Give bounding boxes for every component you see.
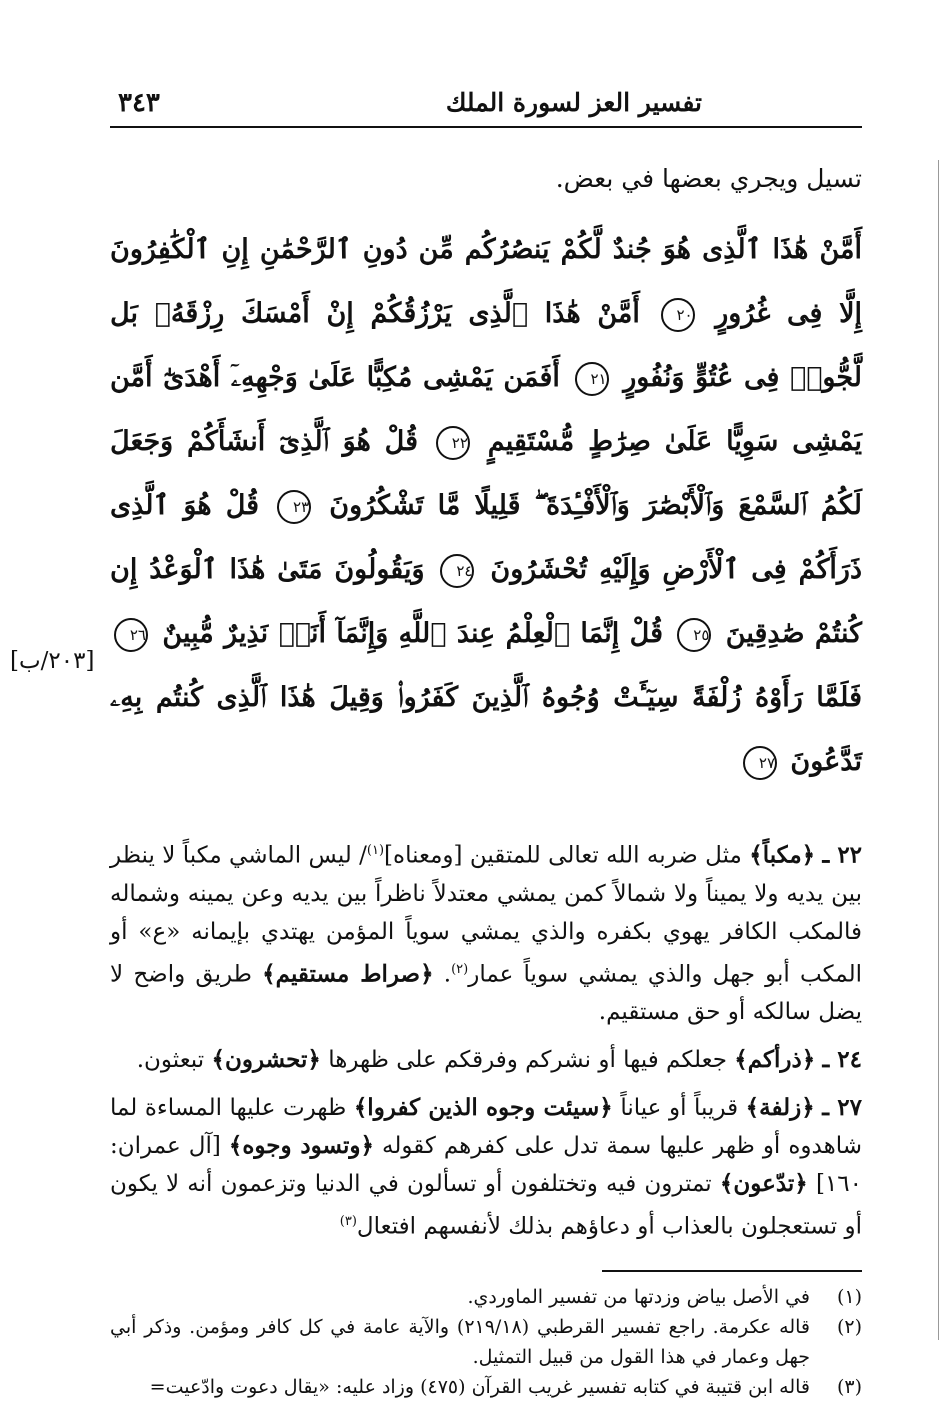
note-text: جعلكم فيها أو نشركم وفرقكم على ظهرها [328,1047,727,1074]
footnotes [110,1282,862,1402]
quoted-term: ﴿تحشرون﴾ [211,1046,321,1074]
footnote-ref: (١) [366,843,385,858]
ayah-number-marker: ٢١ [575,362,609,396]
note-text: تمترون فيه وتختلفون أو تسألون في الدنيا وتزعمون أنه لا يكون أو تستعجلون بالعذاب أو دعاؤهم بذلك لأنفسهم افتعال [110,1171,862,1240]
intro-line: تسيل ويجري بعضها في بعض. [555,164,862,193]
verse-text: قُلْ هُوَ ٱلَّذِىٓ أَنشَأَكُمْ وَجَعَلَ لَكُمُ ٱلسَّمْعَ وَٱلْأَبْصَٰرَ وَٱلْأَفْـِٔدَةَ ۖ قَلِيلًا مَّا تَشْكُرُونَ [110,426,863,521]
commentary-note-27 [110,1089,862,1246]
running-header [110,80,862,128]
ayah-number-marker: ٢٤ [440,554,474,588]
commentary [110,832,862,1246]
footnote-number: (٢) [836,1315,862,1338]
ayah-number-marker: ٢٣ [277,490,311,524]
quoted-term: ﴿زلفة﴾ [745,1094,815,1122]
quran-verses [110,218,862,794]
verse-text: فَلَمَّا رَأَوْهُ زُلْفَةً سِيٓـَٔتْ وُجُوهُ ٱلَّذِينَ كَفَرُوا۟ وَقِيلَ هَٰذَا ٱلَّذِى كُنتُم بِهِۦ تَدَّعُونَ [110,682,862,777]
ayah-number-marker: ٢٠ [661,298,695,332]
running-title: تفسير العز لسورة الملك [445,88,702,117]
note-number: ٢٢ ـ [822,841,863,869]
ayah-number-marker: ٢٢ [436,426,470,460]
ayah-number-marker: ٢٧ [743,746,777,780]
footnote-text: قاله ابن قتيبة في كتابه تفسير غريب القرآن (٤٧٥) وزاد عليه: «يقال دعوت وادّعيت= [149,1375,810,1398]
page-edge-rule [938,160,939,1340]
footnote [110,1372,862,1402]
note-text: تبعثون. [136,1047,205,1074]
note-text: قريباً أو عياناً [620,1095,739,1122]
note-number: ٢٤ ـ [822,1046,862,1074]
footnote [110,1282,862,1312]
verse-text: أَفَمَن يَمْشِى مُكِبًّا عَلَىٰ وَجْهِهِۦٓ أَهْدَىٰٓ أَمَّن يَمْشِى سَوِيًّا عَلَىٰ صِرَٰطٍ مُّسْتَقِيمٍ [110,362,863,457]
book-page [110,80,862,1402]
quoted-term: ﴿وتسود وجوه﴾ [228,1132,374,1160]
note-text: . [443,961,452,988]
verse-text: أَمَّنْ هَٰذَا ٱلَّذِى يَرْزُقُكُمْ إِنْ أَمْسَكَ رِزْقَهُۥ بَل لَّجُّوا۟ فِى عُتُوٍّ وَنُفُورٍ [110,298,863,393]
quoted-term: ﴿مكباً﴾ [749,841,816,869]
note-text: طريق واضح لا يضل سالكه أو حق مستقيم. [110,961,862,1026]
verse-text: قُلْ إِنَّمَا ٱلْعِلْمُ عِندَ ٱللَّهِ وَإِنَّمَآ أَنَا۠ نَذِيرٌ مُّبِينٌ [162,618,664,649]
quoted-term: ﴿صراط مستقيم﴾ [262,960,434,988]
manuscript-folio-marker: [٢٠٣/ب] [10,648,95,674]
verse-text: قُلْ هُوَ ٱلَّذِى ذَرَأَكُمْ فِى ٱلْأَرْضِ وَإِلَيْهِ تُحْشَرُونَ [110,490,862,585]
footnote-ref: (٢) [451,961,469,977]
note-text: مثل ضربه الله تعالى للمتقين [ومعناه] [384,842,742,869]
footnote-text: قاله عكرمة. راجع تفسير القرطبي (٢١٩/١٨) والآية عامة في كل كافر ومؤمن. وذكر أبي جهل وعمار في هذا القول من قبيل التمثيل. [110,1315,811,1368]
quoted-term: ﴿سيئت وجوه الذين كفروا﴾ [353,1094,613,1122]
footnote-divider [602,1270,862,1272]
commentary-note-24 [110,1041,862,1079]
footnote-text: في الأصل بياض وزدتها من تفسير الماوردي. [467,1285,810,1308]
footnote-number: (٣) [836,1375,862,1398]
note-text: / ليس الماشي مكباً لا ينظر بين يديه ولا يميناً ولا شمالاً كمن يمشي معتدلاً ناظراً بين يديه وعن يمينه وشماله فالمكب الكافر يهوي بكفره والذي يمشي سوياً المؤمن يهتدي بإيمانه «ع» أو المكب أبو جهل والذي يمشي سوياً عمار [110,842,862,988]
verse-text: أَمَّنْ هَٰذَا ٱلَّذِى هُوَ جُندٌ لَّكُمْ يَنصُرُكُم مِّن دُونِ ٱلرَّحْمَٰنِ إِنِ ٱلْكَٰفِرُونَ إِلَّا فِى غُرُورٍ [110,234,863,329]
footnote-number: (١) [836,1285,862,1308]
footnote [110,1312,862,1372]
ayah-number-marker: ٢٥ [677,618,711,652]
note-text: [آل عمران: ١٦٠] [110,1133,862,1198]
note-text: ظهرت عليها المساءة لما شاهدوه أو ظهر عليها سمة تدل على كفرهم كقوله [110,1095,862,1160]
ayah-number-marker: ٢٦ [114,618,148,652]
footnote-ref: (٣) [339,1214,357,1230]
quoted-term: ﴿تدّعون﴾ [719,1170,808,1198]
note-number: ٢٧ ـ [822,1094,863,1122]
verse-text: وَيَقُولُونَ مَتَىٰ هَٰذَا ٱلْوَعْدُ إِن كُنتُمْ صَٰدِقِينَ [110,554,863,649]
page-number: ٣٤٣ [118,88,160,118]
quoted-term: ﴿ذرأكم﴾ [734,1046,816,1074]
commentary-note-22 [110,832,862,1031]
